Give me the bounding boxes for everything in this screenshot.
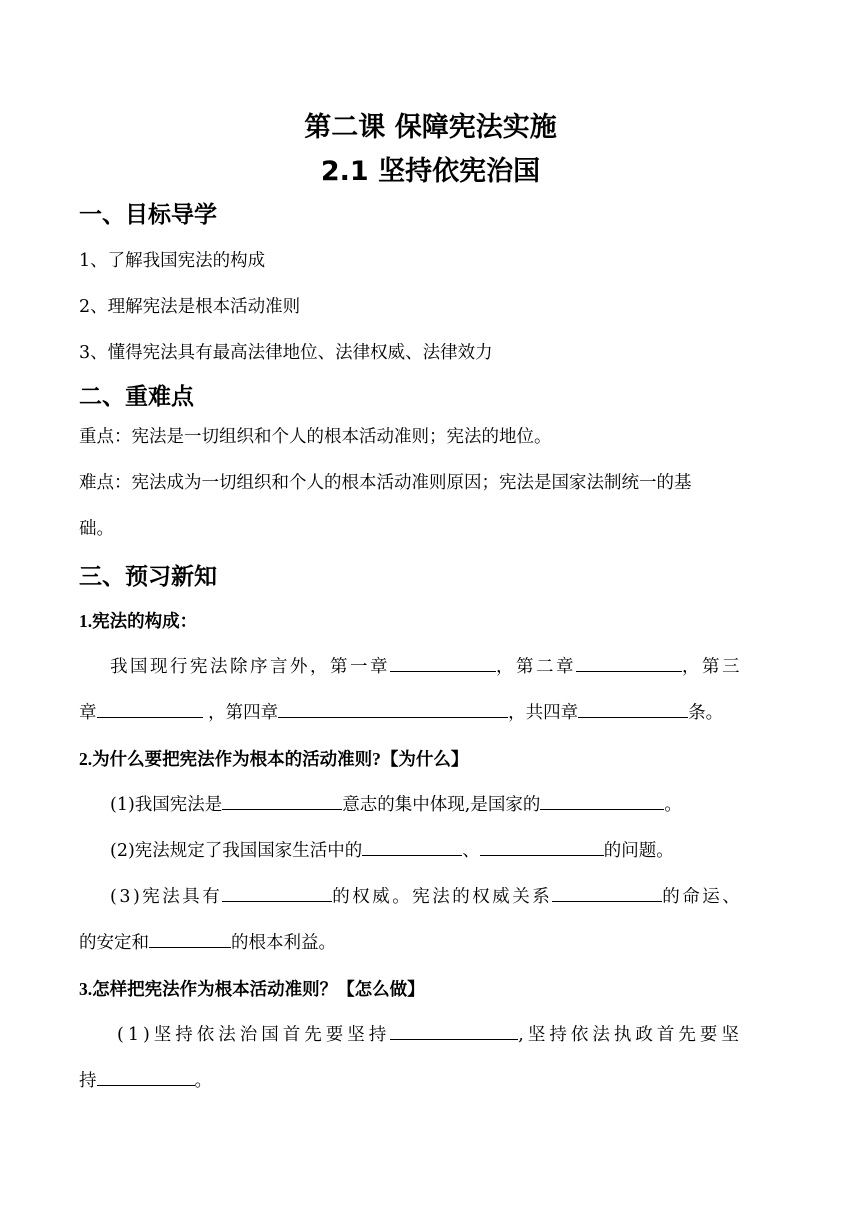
q3-p1-text-d: 。 [194, 1071, 212, 1091]
heading-preview: 三、预习新知 [79, 564, 217, 590]
blank-rule-by-constitution[interactable] [390, 1021, 518, 1040]
blank-issue-2[interactable] [480, 837, 604, 856]
difficult-point-text: 难点：宪法成为一切组织和个人的根本活动准则原因；宪法是国家法制统一的基 [79, 473, 692, 493]
blank-authority[interactable] [222, 883, 332, 902]
blank-fate[interactable] [552, 883, 662, 902]
section-subtitle: 2.1 坚持依宪治国 [320, 156, 541, 187]
q2-p3-text-a: (3)宪法具有 [110, 887, 223, 907]
q1-text-g: 条。 [688, 703, 724, 723]
heading-objectives: 一、目标导学 [79, 202, 217, 228]
q2-p1-text-b: 意志的集中体现,是国家的 [342, 795, 541, 815]
blank-article-count[interactable] [578, 699, 688, 718]
q1-line-1 [79, 644, 782, 690]
blank-will[interactable] [222, 791, 342, 810]
q1-text-d: 章 [79, 703, 97, 723]
q1-text-c: ，第三 [682, 657, 742, 677]
key-point-text: 重点：宪法是一切组织和个人的根本活动准则；宪法的地位。 [79, 427, 552, 447]
heading-key-points: 二、重难点 [79, 384, 194, 410]
q2-p3-text-b: 的权威。宪法的权威关系 [332, 887, 553, 907]
q1-text-e: ，第四章 [208, 703, 279, 723]
q2-point-2 [79, 828, 782, 874]
objective-2: 2、理解宪法是根本活动准则 [79, 297, 301, 317]
q3-point-1-cont [79, 1058, 782, 1104]
objective-1: 1、了解我国宪法的构成 [79, 251, 266, 271]
q3-p1-text-c: 持 [79, 1071, 97, 1091]
q2-point-3-cont [79, 920, 782, 966]
q1-text-b: ，第二章 [496, 657, 576, 677]
q2-p3-text-d: 的安定和 [79, 933, 149, 953]
blank-state[interactable] [540, 791, 664, 810]
q2-heading: 2.为什么要把宪法作为根本的活动准则?【为什么】 [79, 749, 469, 769]
q3-point-1 [79, 1012, 782, 1058]
objective-3: 3、懂得宪法具有最高法律地位、法律权威、法律效力 [79, 343, 493, 363]
blank-issue-1[interactable] [362, 837, 462, 856]
q2-p1-text-c: 。 [664, 795, 682, 815]
q2-p2-text-b: 、 [462, 841, 480, 861]
q2-p3-text-c: 的命运、 [662, 887, 743, 907]
q1-heading: 1.宪法的构成： [79, 611, 198, 631]
blank-chapter-1[interactable] [390, 653, 496, 672]
q2-p2-text-c: 的问题。 [603, 841, 674, 861]
q3-p1-text-b: ,坚持依法执政首先要坚 [518, 1025, 743, 1045]
q1-text-f: ，共四章 [508, 703, 579, 723]
q2-point-1 [79, 782, 782, 828]
lesson-title: 第二课 保障宪法实施 [304, 112, 557, 143]
q3-p1-text-a: (1)坚持依法治国首先要坚持 [117, 1025, 391, 1045]
blank-stability[interactable] [149, 929, 231, 948]
q1-text-a: 我国现行宪法除序言外，第一章 [110, 657, 390, 677]
blank-chapter-2[interactable] [576, 653, 682, 672]
difficult-point-text-cont: 础。 [79, 519, 114, 539]
blank-governance[interactable] [97, 1067, 195, 1086]
q3-heading: 3.怎样把宪法作为根本活动准则？【怎么做】 [79, 979, 425, 999]
q2-p2-text-a: (2)宪法规定了我国国家生活中的 [110, 841, 363, 861]
q1-line-2 [79, 690, 782, 736]
q2-p1-text-a: (1)我国宪法是 [110, 795, 223, 815]
blank-chapter-3[interactable] [97, 699, 203, 718]
blank-chapter-4[interactable] [278, 699, 508, 718]
q2-p3-text-e: 的根本利益。 [231, 933, 336, 953]
q2-point-3 [79, 874, 782, 920]
